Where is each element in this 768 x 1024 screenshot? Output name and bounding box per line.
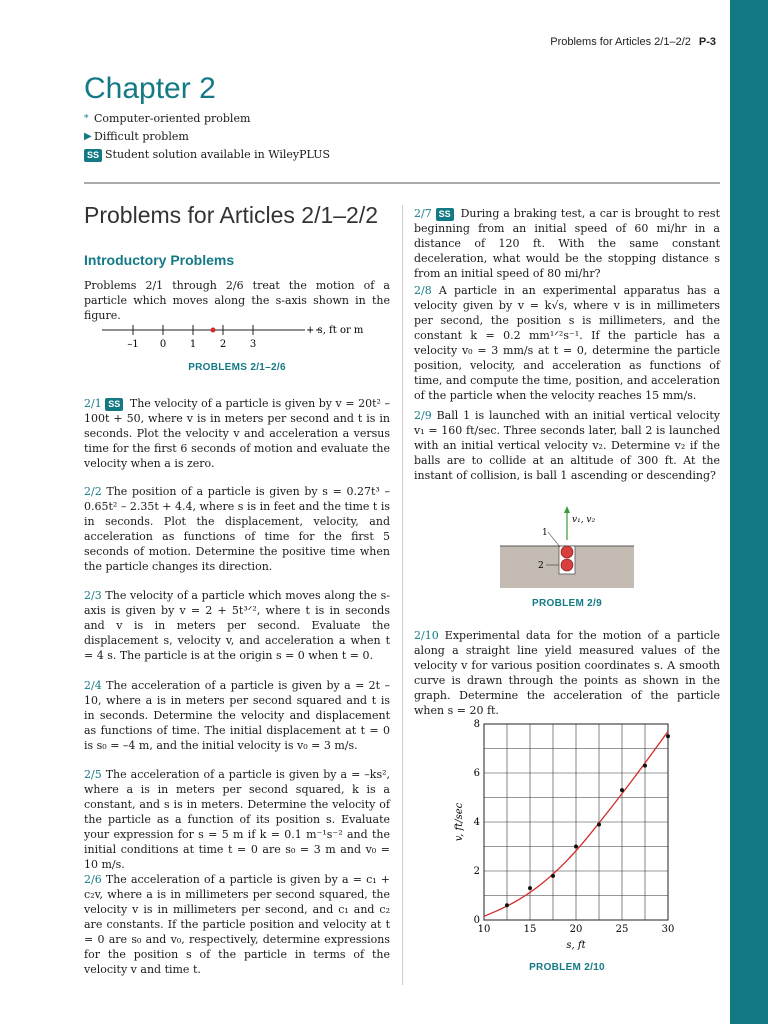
problem-2-3 bbox=[84, 588, 390, 663]
legend-computer bbox=[84, 110, 330, 128]
intro-paragraph: Problems 2/1 through 2/6 treat the motion of a particle which moves along the s-axis shown in the figure. bbox=[84, 279, 390, 322]
problem-text: Experimental data for the motion of a particle along a straight line yield measured values of the velocity v for various position coordinates s. A smooth curve is drawn through the points as shown in the graph. Determine the acceleration of the particle when s = 20 ft. bbox=[414, 629, 720, 717]
ss-badge-icon: SS bbox=[436, 208, 454, 221]
tick-label: –1 bbox=[127, 339, 139, 350]
problem-number: 2/1 bbox=[84, 397, 102, 410]
ball-launch-figure bbox=[496, 502, 636, 590]
y-tick-label: 8 bbox=[473, 719, 480, 730]
x-tick-label: 15 bbox=[523, 924, 537, 935]
problem-text: The position of a particle is given by s = 0.27t³ – 0.65t² – 2.35t + 4.4, where s is in feet and the time t is in seconds. Plot the displacement, velocity, and acceleration as functions of time for the first 5 seconds of motion. Determine the positive time when the particle changes its direction. bbox=[84, 485, 390, 573]
data-point bbox=[505, 903, 509, 907]
figure-caption: PROBLEM 2/9 bbox=[532, 598, 602, 609]
problem-2-6 bbox=[84, 872, 390, 977]
x-axis-label: s, ft bbox=[566, 940, 586, 951]
legend-solution bbox=[84, 146, 330, 164]
ss-badge-icon: SS bbox=[105, 398, 123, 411]
ball-2 bbox=[561, 559, 573, 571]
y-tick-label: 2 bbox=[473, 866, 480, 877]
section-title: Problems for Articles 2/1–2/2 bbox=[84, 202, 379, 228]
data-point bbox=[574, 845, 578, 849]
data-point bbox=[597, 822, 601, 826]
column-divider bbox=[402, 205, 403, 985]
s-axis-figure bbox=[100, 318, 390, 350]
data-point bbox=[620, 788, 624, 792]
ss-badge-icon: SS bbox=[84, 149, 102, 162]
velocity-position-graph bbox=[440, 712, 690, 956]
problem-number: 2/4 bbox=[84, 679, 102, 692]
x-tick-label: 20 bbox=[569, 924, 583, 935]
subsection-title: Introductory Problems bbox=[84, 252, 235, 268]
data-point bbox=[528, 886, 532, 890]
y-tick-label: 0 bbox=[473, 915, 480, 926]
problem-2-8 bbox=[414, 283, 720, 403]
x-tick-label: 30 bbox=[661, 924, 675, 935]
problem-2-1 bbox=[84, 396, 390, 471]
triangle-icon: ▶ bbox=[84, 131, 92, 142]
tick-label: 1 bbox=[189, 339, 197, 350]
y-tick-label: 6 bbox=[473, 768, 480, 779]
figure-caption: PROBLEMS 2/1–2/6 bbox=[188, 362, 286, 373]
particle-dot bbox=[211, 328, 216, 333]
tick-label: 2 bbox=[219, 339, 227, 350]
running-head bbox=[550, 36, 716, 48]
axis-label: + s, ft or m bbox=[306, 325, 364, 336]
problem-number: 2/9 bbox=[414, 409, 432, 422]
problem-2-2 bbox=[84, 484, 390, 574]
section-rule bbox=[84, 182, 720, 184]
problem-number: 2/6 bbox=[84, 873, 102, 886]
legend-text: Difficult problem bbox=[94, 130, 189, 143]
data-point bbox=[666, 734, 670, 738]
problem-2-7 bbox=[414, 206, 720, 281]
problem-text: The velocity of a particle which moves along the s-axis is given by v = 2 + 5t³ᐟ², where t is in seconds and v is in meters per second. Evaluate the displacement s, velocity v, and acceleration a when t = 4 s. The particle is at the origin s = 0 when t = 0. bbox=[84, 589, 391, 662]
x-tick-label: 10 bbox=[477, 924, 491, 935]
ball-1 bbox=[561, 546, 573, 558]
tick-label: 0 bbox=[159, 339, 167, 350]
side-color-strip bbox=[730, 0, 768, 1024]
problem-number: 2/5 bbox=[84, 768, 102, 781]
x-tick-label: 25 bbox=[615, 924, 629, 935]
page-number: P-3 bbox=[698, 36, 716, 48]
ball-1-label: 1 bbox=[542, 528, 548, 538]
legend-text: Student solution available in WileyPLUS bbox=[105, 148, 330, 161]
chapter-title: Chapter 2 bbox=[84, 72, 216, 105]
problem-text: The velocity of a particle is given by v = 20t² – 100t + 50, where v is in meters per second and t is in seconds. Plot the velocity v and acceleration a versus time for the first 6 seconds of motion and evaluate the velocity when a is zero. bbox=[84, 397, 391, 470]
arrow-head-icon bbox=[564, 506, 570, 513]
problem-text: The acceleration of a particle is given by a = c₁ + c₂v, where a is in millimeters per second squared, the velocity v is in millimeters per second, and c₁ and c₂ are constants. If the particle position and velocity at t = 0 are s₀ and v₀, respectively, determine expressions for the position s of the particle in terms of the velocity v and time t. bbox=[84, 873, 391, 976]
problem-number: 2/2 bbox=[84, 485, 102, 498]
ball-2-label: 2 bbox=[538, 561, 544, 571]
problem-number: 2/10 bbox=[414, 629, 439, 642]
problem-number: 2/8 bbox=[414, 284, 432, 297]
problem-number: 2/7 bbox=[414, 207, 432, 220]
velocity-label: v₁, v₂ bbox=[572, 515, 596, 525]
y-axis-label: v, ft/sec bbox=[454, 802, 465, 842]
tick-label: 3 bbox=[249, 339, 257, 350]
figure-caption: PROBLEM 2/10 bbox=[529, 962, 605, 973]
problem-2-10 bbox=[414, 628, 720, 718]
problem-2-4 bbox=[84, 678, 390, 753]
asterisk-icon: * bbox=[84, 114, 89, 124]
chapter-legend bbox=[84, 110, 330, 164]
running-title: Problems for Articles 2/1–2/2 bbox=[550, 36, 691, 48]
problem-text: During a braking test, a car is brought to rest beginning from an initial speed of 60 mi/hr in a distance of 120 ft. With the same constant deceleration, what would be the stopping distance s from an initial speed of 80 mi/hr? bbox=[414, 207, 720, 280]
data-point bbox=[643, 764, 647, 768]
problem-text: A particle in an experimental apparatus has a velocity given by v = k√s, where v is in millimeters per second, the position s is millimeters, and the constant k = 0.2 mm¹ᐟ²s⁻¹. If the particle has a velocity v₀ = 3 mm/s at t = 0, determine the particle position, velocity, and acceleration as functions of time, and compute the time, position, and acceleration of the particle when the velocity reaches 15 mm/s. bbox=[414, 284, 720, 402]
problem-2-5 bbox=[84, 767, 390, 872]
problem-number: 2/3 bbox=[84, 589, 102, 602]
legend-text: Computer-oriented problem bbox=[94, 112, 251, 125]
data-point bbox=[551, 874, 555, 878]
problem-text: Ball 1 is launched with an initial vertical velocity v₁ = 160 ft/sec. Three seconds later, ball 2 is launched with an initial vertical velocity v₂. Determine v₂ if the balls are to collide at an altitude of 300 ft. At the instant of collision, is ball 1 ascending or descending? bbox=[414, 409, 720, 482]
problem-2-9 bbox=[414, 408, 720, 483]
y-tick-label: 4 bbox=[473, 817, 480, 828]
legend-difficult bbox=[84, 128, 330, 146]
graph-grid bbox=[484, 724, 668, 920]
problem-text: The acceleration of a particle is given by a = 2t – 10, where a is in meters per second squared and t is in seconds. Determine the velocity and displacement as functions of time. The initial displacement at t = 0 is s₀ = –4 m, and the initial velocity is v₀ = 3 m/s. bbox=[84, 679, 390, 752]
problem-text: The acceleration of a particle is given by a = –ks², where a is in meters per second squared, k is a constant, and s is in meters. Determine the velocity of the particle as a function of its position s. Evaluate your expression for s = 5 m if k = 0.1 m⁻¹s⁻² and the initial conditions at time t = 0 are s₀ = 3 m and v₀ = 10 m/s. bbox=[84, 768, 390, 871]
